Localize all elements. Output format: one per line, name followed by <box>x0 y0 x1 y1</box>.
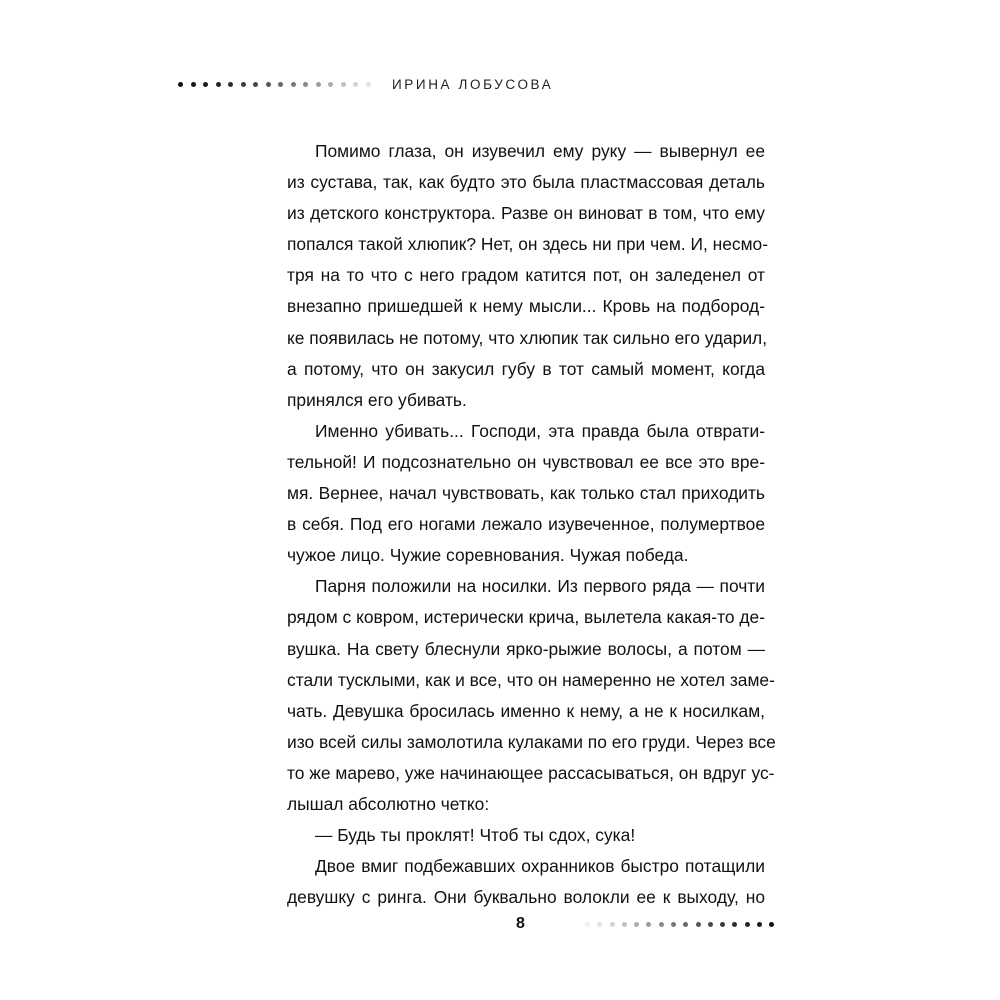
text-line: рядом с ковром, истерически крича, вылетела какая-то де- <box>287 607 765 628</box>
running-header <box>178 74 553 94</box>
text-line: внезапно пришедшей к нему мысли... Кровь на подбород- <box>287 296 765 317</box>
footer-dot <box>597 922 602 927</box>
footer-dot <box>757 922 762 927</box>
footer-dot <box>671 922 676 927</box>
footer-dot <box>769 922 774 927</box>
header-dot <box>178 82 183 87</box>
header-dot <box>303 82 308 87</box>
text-line: стали тусклыми, как и все, что он намеренно не хотел заме- <box>287 669 775 690</box>
page-number: 8 <box>516 915 525 932</box>
header-dot <box>291 82 296 87</box>
text-line: Двое вмиг подбежавших охранников быстро потащили <box>315 856 765 877</box>
header-dot <box>241 82 246 87</box>
text-line: Помимо глаза, он изувечил ему руку — вывернул ее <box>315 141 765 161</box>
text-line: мя. Вернее, начал чувствовать, как только стал приходить <box>287 483 765 504</box>
text-line: ке появилась не потому, что хлюпик так сильно его ударил, <box>287 327 768 348</box>
text-line: тря на то что с него градом катится пот, он заледенел от <box>287 265 765 286</box>
footer-dot <box>634 922 639 927</box>
footer-dot <box>622 922 627 927</box>
header-dot <box>228 82 233 87</box>
text-line: лышал абсолютно четко: <box>287 793 490 814</box>
header-dot <box>278 82 283 87</box>
header-dot <box>203 82 208 87</box>
footer-dot <box>646 922 651 927</box>
header-dot <box>353 82 358 87</box>
header-dot <box>253 82 258 87</box>
footer-dot <box>696 922 701 927</box>
running-head-author: ИРИНА ЛОБУСОВА <box>392 76 554 92</box>
header-dot <box>316 82 321 87</box>
footer-dot <box>745 922 750 927</box>
header-dot <box>341 82 346 87</box>
text-line: вушка. На свету блеснули ярко-рыжие волосы, а потом — <box>287 638 765 659</box>
page-footer <box>516 915 782 933</box>
header-dot <box>328 82 333 87</box>
text-line: чать. Девушка бросилась именно к нему, а не к носилкам, <box>287 700 765 721</box>
text-line: принялся его убивать. <box>287 389 467 410</box>
text-line: а потому, что он закусил губу в тот самый момент, когда <box>287 358 765 379</box>
header-dot <box>266 82 271 87</box>
text-line: Именно убивать... Господи, эта правда была отврати- <box>315 420 765 441</box>
text-line: попался такой хлюпик? Нет, он здесь ни при чем. И, несмо- <box>287 234 769 255</box>
header-dot <box>216 82 221 87</box>
text-line: в себя. Под его ногами лежало изувеченное, полумертвое <box>287 514 765 535</box>
footer-dot <box>659 922 664 927</box>
header-dot <box>366 82 371 87</box>
footer-dot <box>720 922 725 927</box>
header-dot-ornament <box>178 82 378 87</box>
text-line: изо всей силы замолотила кулаками по его груди. Через все <box>287 731 776 752</box>
text-line: из детского конструктора. Разве он виноват в том, что ему <box>287 203 765 224</box>
text-line: — Будь ты проклят! Чтоб ты сдох, сука! <box>315 825 636 846</box>
footer-dot <box>585 922 590 927</box>
text-line: из сустава, так, как будто это была пластмассовая деталь <box>287 172 765 193</box>
footer-dot <box>683 922 688 927</box>
footer-dot-ornament <box>585 922 782 927</box>
text-line: тельной! И подсознательно он чувствовал ее все это вре- <box>287 451 765 472</box>
text-line: то же марево, уже начинающее рассасываться, он вдруг ус- <box>287 762 775 783</box>
page-body-text <box>287 136 776 913</box>
footer-dot <box>708 922 713 927</box>
text-line: чужое лицо. Чужие соревнования. Чужая победа. <box>287 545 689 566</box>
footer-dot <box>732 922 737 927</box>
text-line: девушку с ринга. Они буквально волокли ее к выходу, но <box>287 887 765 908</box>
text-line: Парня положили на носилки. Из первого ряда — почти <box>315 576 765 597</box>
header-dot <box>191 82 196 87</box>
footer-dot <box>610 922 615 927</box>
